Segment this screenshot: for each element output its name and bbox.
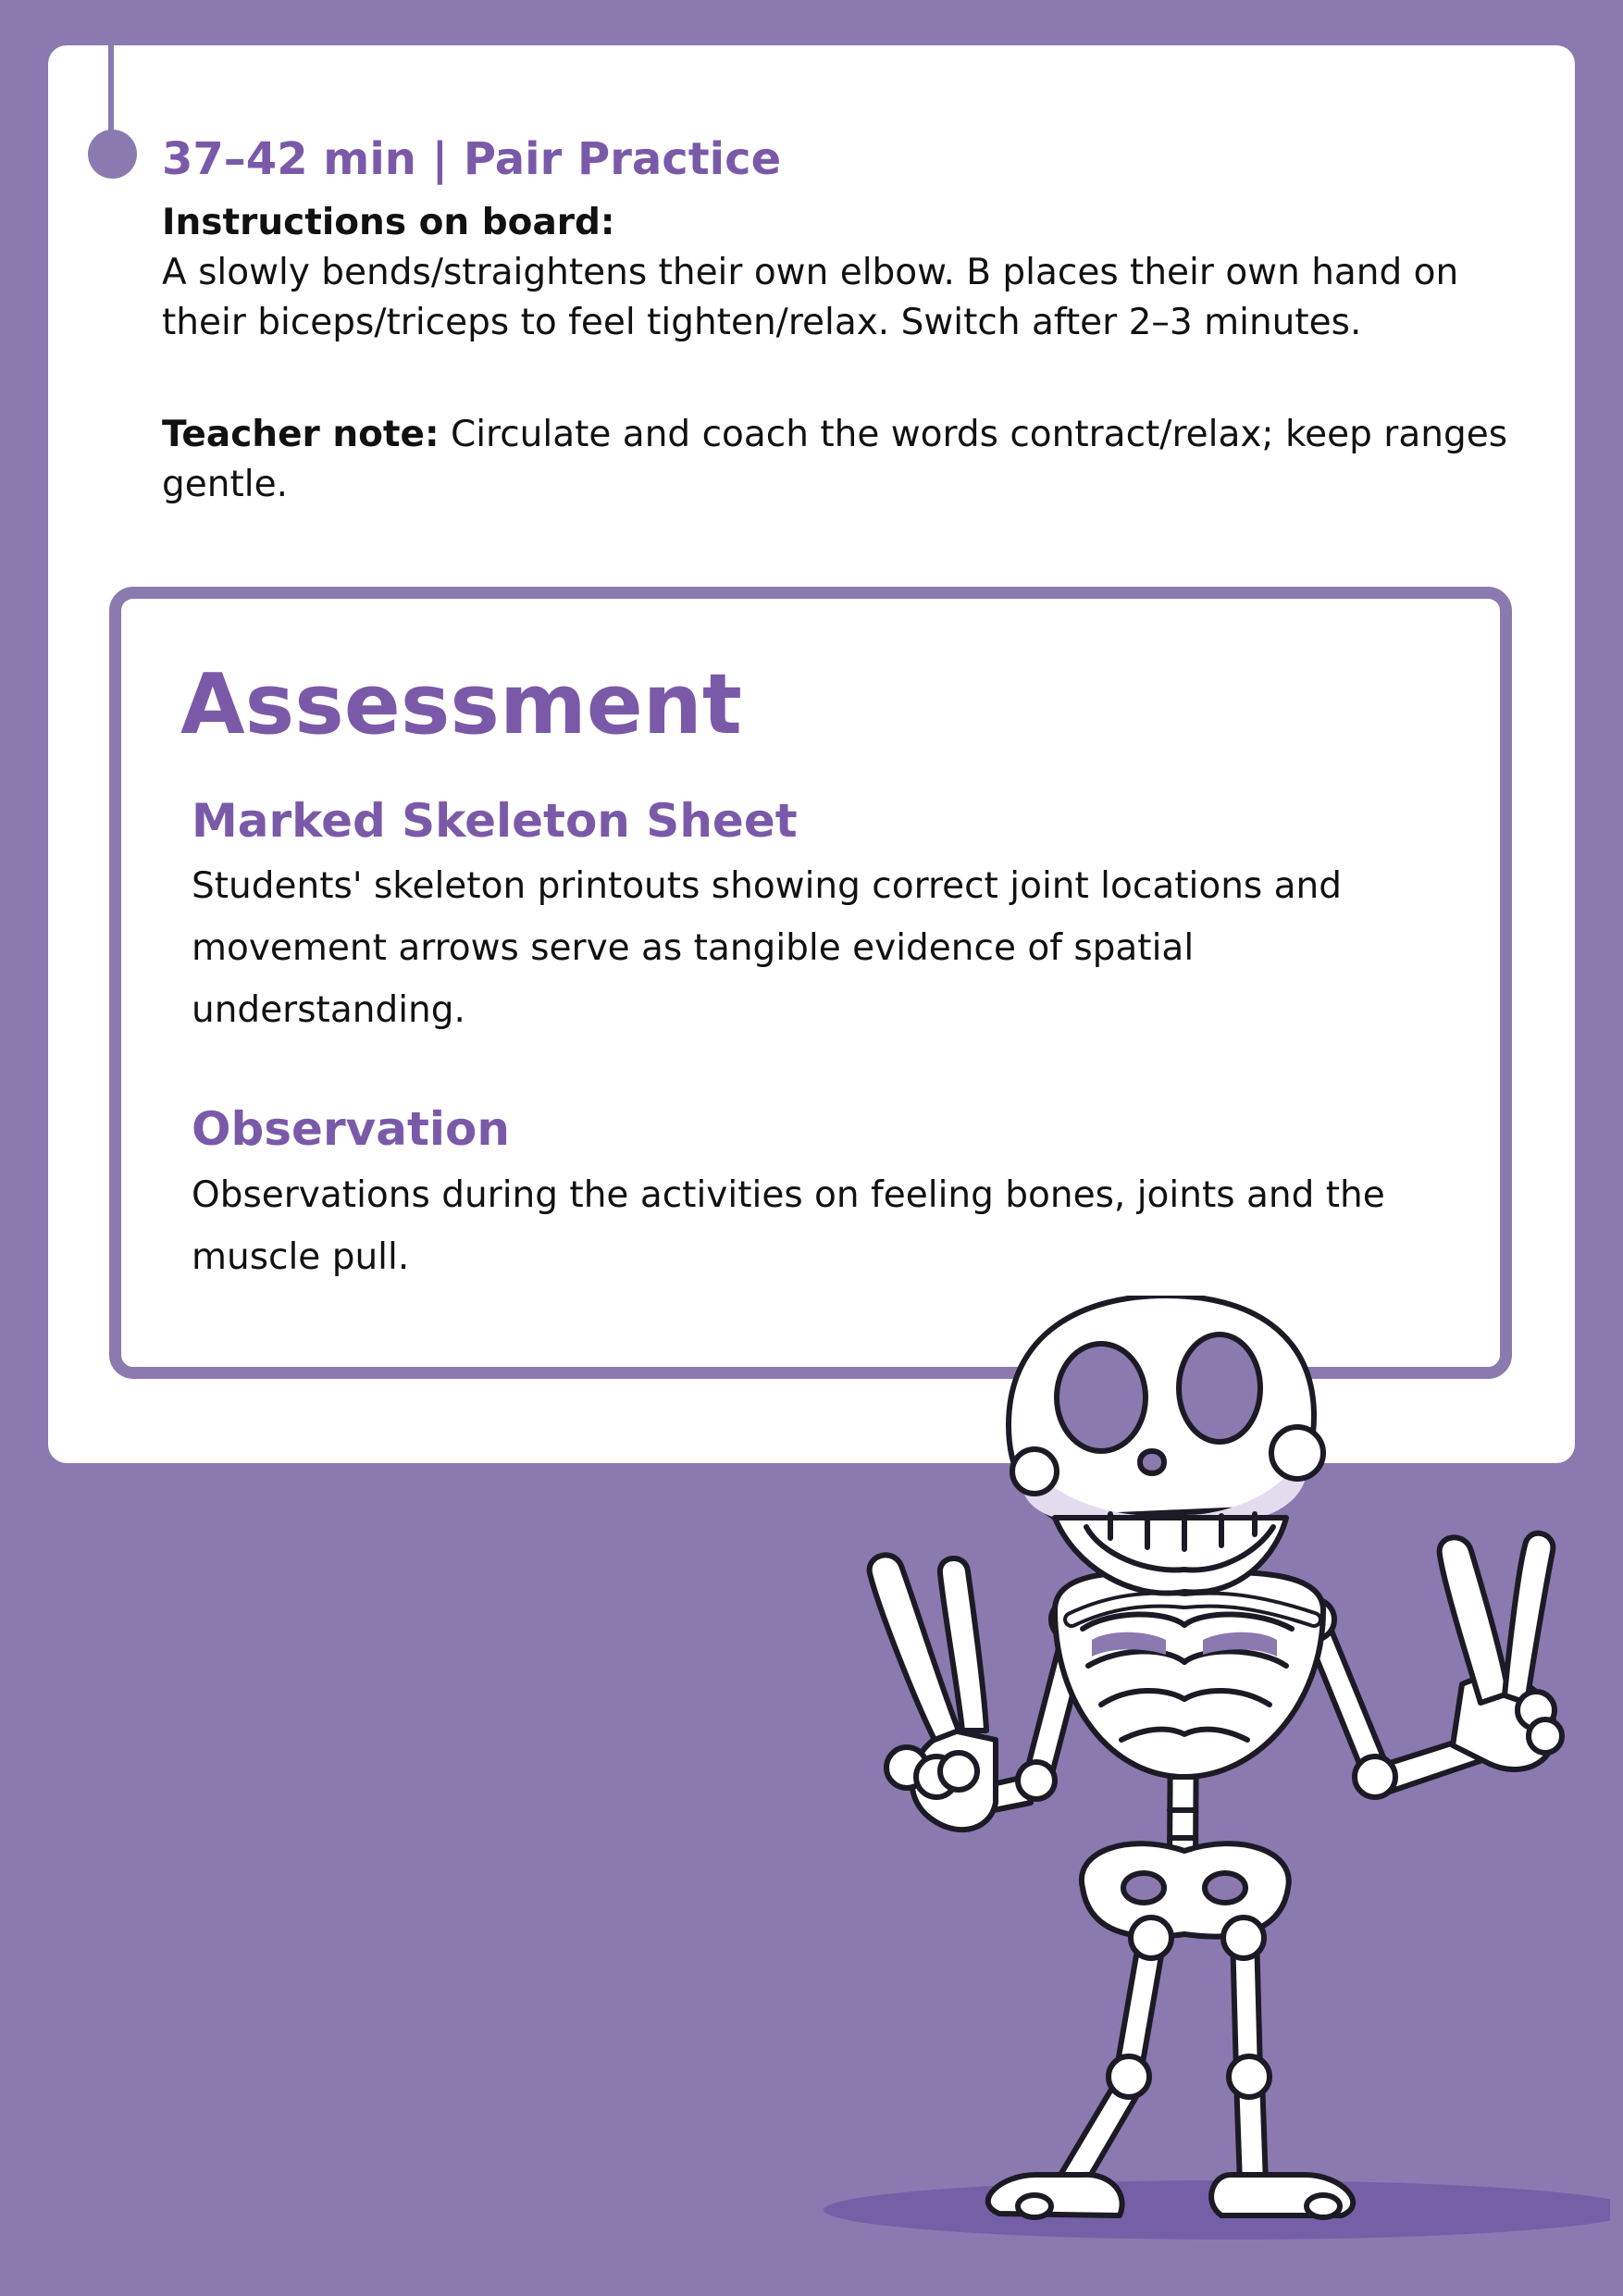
teacher-note-text: Circulate and coach the words contract/relax; keep ranges gentle.	[162, 414, 1508, 505]
assessment-title: Assessment	[180, 656, 742, 753]
step-heading: 37–42 min | Pair Practice	[162, 133, 782, 185]
timeline-dot	[88, 130, 137, 179]
assessment-item-title: Observation	[192, 1102, 510, 1156]
instructions-label: Instructions on board:	[162, 202, 615, 243]
teacher-note	[162, 410, 1522, 510]
assessment-item-text: Observations during the activities on feeling bones, joints and the muscle pull.	[192, 1174, 1385, 1278]
assessment-item-text: Students' skeleton printouts showing correct joint locations and movement arrows serve as tangible evidence of spatial understanding.	[192, 865, 1343, 1031]
assessment-item-title: Marked Skeleton Sheet	[192, 794, 798, 848]
instructions-text: A slowly bends/straightens their own elbow. B places their own hand on their biceps/triceps to feel tighten/relax. Switch after 2–3 minutes.	[162, 252, 1459, 343]
teacher-note-label: Teacher note:	[162, 414, 440, 455]
skeleton-illustration	[777, 1296, 1610, 2258]
